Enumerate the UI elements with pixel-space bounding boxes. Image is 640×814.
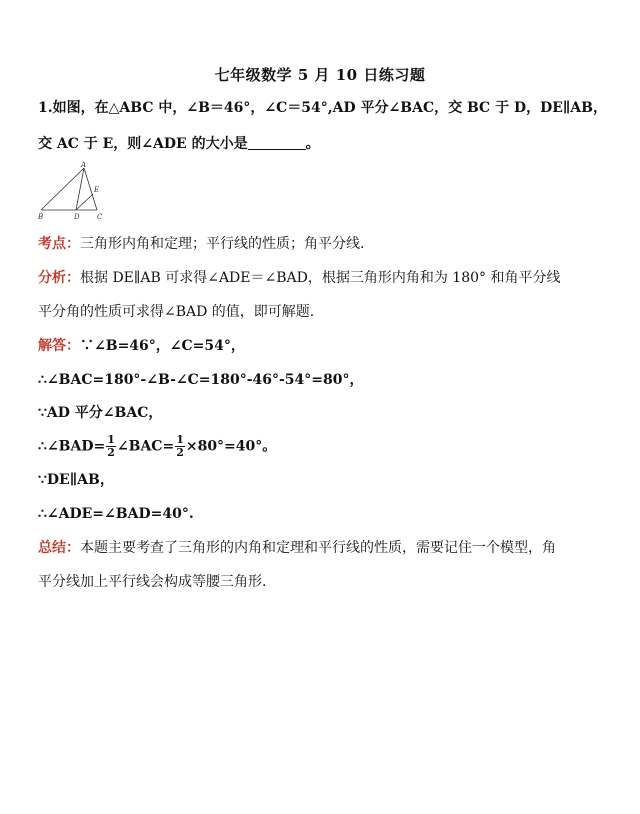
- fraction-half-1: [106, 434, 116, 459]
- zongjie-label: 总结: [38, 540, 66, 556]
- jieda-step-5: ∵DE∥AB，: [38, 472, 114, 488]
- zongjie-colon: ：: [66, 540, 80, 556]
- question-text-2: 交 AC 于 E，则∠ADE 的大小是: [38, 136, 248, 152]
- kaodian-label: 考点: [38, 236, 66, 252]
- fenxi-text-2: 平分角的性质可求得∠BAD 的值，即可解题.: [38, 304, 315, 320]
- fenxi-label: 分析: [38, 270, 66, 286]
- vertex-label-a: A: [81, 161, 87, 169]
- jieda-step-4-prefix: ∴∠BAD=: [38, 438, 106, 455]
- question-line-2: [38, 134, 320, 154]
- fenxi-colon: ：: [66, 270, 80, 286]
- vertex-label-e: E: [94, 186, 100, 194]
- kaodian-text: 三角形内角和定理；平行线的性质；角平分线.: [80, 236, 365, 252]
- jieda-step-3: ∵AD 平分∠BAC，: [38, 405, 163, 421]
- fraction-denominator: 2: [107, 446, 115, 459]
- question-number: 1.: [38, 100, 53, 116]
- vertex-label-d: D: [74, 213, 80, 221]
- fenxi-text-1: 根据 DE∥AB 可求得∠ADE＝∠BAD，根据三角形内角和为 180° 和角平分线: [80, 270, 561, 286]
- question-line-1: [38, 98, 607, 118]
- fraction-denominator: 2: [176, 446, 184, 459]
- jieda-colon: ：: [66, 338, 80, 354]
- jieda-line-1: [38, 336, 245, 356]
- jieda-step-4-suffix: ×80°=40°。: [185, 438, 277, 455]
- question-text-2-end: 。: [305, 136, 320, 152]
- answer-blank: [248, 135, 306, 150]
- jieda-step-2: ∴∠BAC=180°-∠B-∠C=180°-46°-54°=80°，: [38, 372, 364, 388]
- page-title: 七年级数学 5 月 10 日练习题: [214, 66, 426, 84]
- zongjie-text-2: 平分线加上平行线会构成等腰三角形.: [38, 574, 267, 590]
- fraction-numerator: 1: [107, 433, 115, 446]
- kaodian-line: [38, 234, 364, 254]
- jieda-line-2: [38, 370, 364, 390]
- jieda-step-1: ∵∠B=46°，∠C=54°，: [80, 338, 245, 354]
- jieda-line-3: [38, 403, 162, 423]
- fraction-half-2: [175, 434, 185, 459]
- jieda-step-6: ∴∠ADE=∠BAD=40°.: [38, 506, 194, 522]
- jieda-line-4: [38, 434, 276, 459]
- fenxi-line-1: [38, 268, 560, 288]
- kaodian-colon: ：: [66, 236, 80, 252]
- zongjie-line-2: [38, 572, 266, 592]
- jieda-line-6: [38, 504, 194, 524]
- zongjie-line-1: [38, 538, 556, 558]
- question-text-1: 如图，在△ABC 中，∠B＝46°，∠C＝54°,AD 平分∠BAC，交 BC 于 D，DE∥AB，: [52, 100, 607, 116]
- vertex-label-c: C: [97, 213, 103, 221]
- jieda-line-5: [38, 470, 114, 490]
- fenxi-line-2: [38, 302, 314, 322]
- jieda-step-4-mid: ∠BAC=: [116, 438, 175, 455]
- zongjie-text-1: 本题主要考查了三角形的内角和定理和平行线的性质，需要记住一个模型，角: [80, 540, 556, 556]
- fraction-numerator: 1: [176, 433, 184, 446]
- triangle-figure: [36, 160, 112, 224]
- vertex-label-b: B: [38, 213, 44, 221]
- jieda-label: 解答: [38, 338, 66, 354]
